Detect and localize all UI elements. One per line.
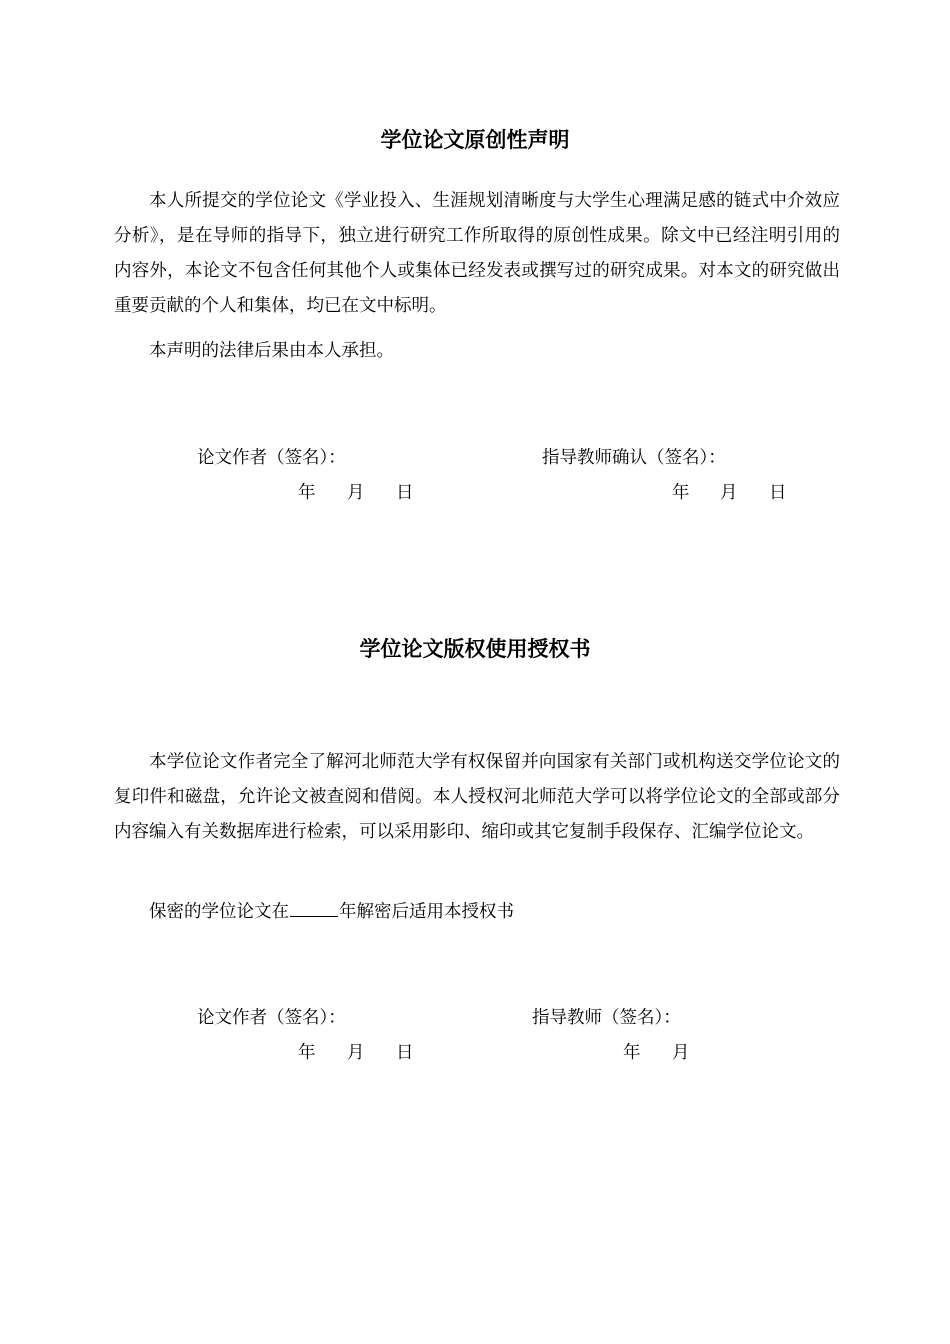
copyright-secret-line [149, 900, 514, 924]
originality-author-date-year: 年 [298, 483, 316, 503]
copyright-author-date-day: 日 [396, 1043, 414, 1063]
originality-supervisor-date-month: 月 [720, 483, 738, 503]
originality-note: 本声明的法律后果由本人承担。 [149, 341, 394, 361]
copyright-author-date-year: 年 [298, 1043, 316, 1063]
originality-supervisor-date-day: 日 [769, 483, 787, 503]
copyright-body: 本学位论文作者完全了解河北师范大学有权保留并向国家有关部门或机构送交学位论文的复印件和磁盘，允许论文被查阅和借阅。本人授权河北师范大学可以将学位论文的全部或部分内容编入有关数据库进行检索，可以采用影印、缩印或其它复制手段保存、汇编学位论文。 [114, 752, 840, 842]
originality-supervisor-signature-label: 指导教师确认（签名）： [542, 448, 726, 468]
copyright-author-signature-label: 论文作者（签名）： [197, 1008, 346, 1028]
originality-author-date-month: 月 [347, 483, 365, 503]
copyright-author-date-month: 月 [347, 1043, 365, 1063]
copyright-secret-years-blank[interactable] [290, 916, 338, 917]
copyright-secret-prefix: 保密的学位论文在 [149, 902, 289, 922]
copyright-supervisor-signature-label: 指导教师（签名）： [532, 1008, 681, 1028]
originality-author-date-day: 日 [396, 483, 414, 503]
originality-author-signature-label: 论文作者（签名）： [197, 448, 346, 468]
copyright-secret-suffix: 年解密后适用本授权书 [339, 902, 514, 922]
copyright-title: 学位论文版权使用授权书 [359, 637, 591, 661]
copyright-supervisor-date-month: 月 [672, 1043, 690, 1063]
originality-title: 学位论文原创性声明 [380, 128, 570, 152]
originality-body: 本人所提交的学位论文《学业投入、生涯规划清晰度与大学生心理满足感的链式中介效应分析》，是在导师的指导下，独立进行研究工作所取得的原创性成果。除文中已经注明引用的内容外，本论文不包含任何其他个人或集体已经发表或撰写过的研究成果。对本文的研究做出重要贡献的个人和集体，均已在文中标明。 [114, 191, 840, 316]
originality-supervisor-date-year: 年 [672, 483, 690, 503]
copyright-supervisor-date-year: 年 [623, 1043, 641, 1063]
